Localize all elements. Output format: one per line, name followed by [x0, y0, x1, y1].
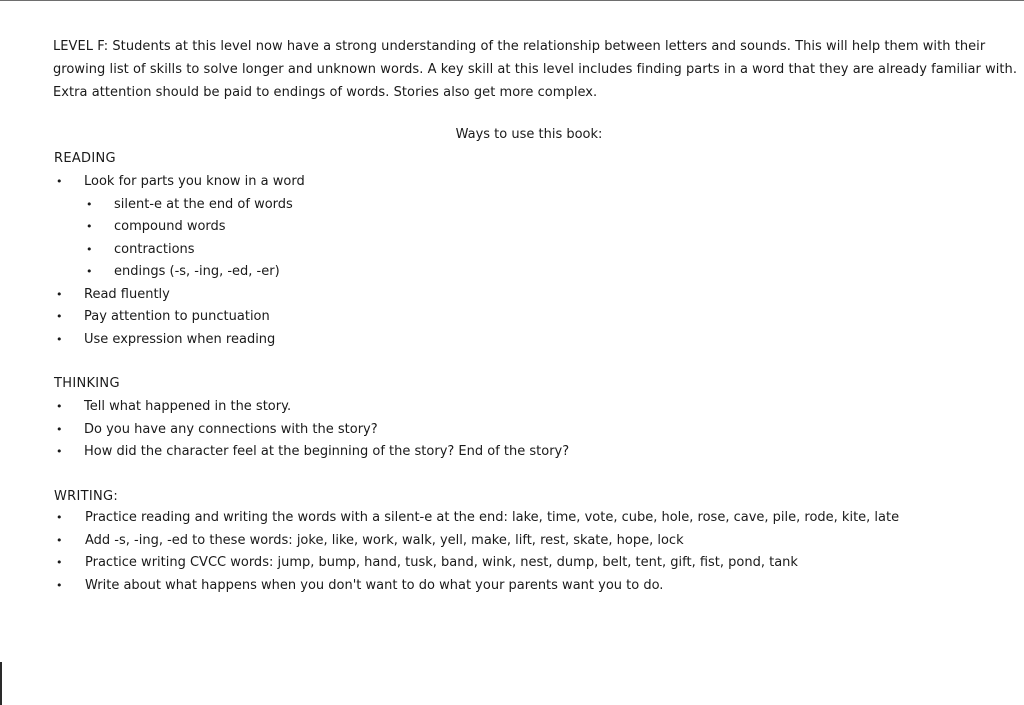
bullet-icon: • [56, 556, 63, 569]
bullet-icon: • [56, 400, 63, 413]
list-item-text: Use expression when reading [84, 331, 276, 347]
list-item [0, 261, 305, 284]
list-item [0, 284, 305, 307]
list-item-text: Tell what happened in the story. [84, 399, 292, 414]
list-item [0, 216, 305, 239]
bullet-icon: • [56, 310, 63, 323]
list-item-text: Do you have any connections with the story? [84, 421, 378, 437]
writing-list [0, 507, 899, 597]
list-item-text: Write about what happens when you don't want to do what your parents want you to do. [85, 577, 664, 593]
writing-heading: WRITING: [54, 489, 119, 504]
list-item-text: Read fluently [84, 286, 170, 302]
list-item [0, 575, 899, 598]
intro-line-1: LEVEL F: Students at this level now have a strong understanding of the relationship between letters and sounds. This will help them with their [53, 39, 986, 54]
list-item-text: Pay attention to punctuation [84, 309, 270, 324]
list-item-text: compound words [114, 219, 226, 234]
bullet-icon: • [56, 511, 63, 524]
bullet-icon: • [56, 533, 63, 547]
bullet-icon: • [86, 220, 93, 233]
bullet-icon: • [86, 265, 93, 278]
bullet-icon: • [86, 197, 93, 211]
list-item [0, 194, 305, 217]
ways-to-use-title: Ways to use this book: [455, 127, 603, 142]
list-item-text: Add -s, -ing, -ed to these words: joke, like, work, walk, yell, make, lift, rest, skate, hope, lock [85, 532, 684, 548]
intro-paragraph [53, 35, 1018, 104]
bullet-icon: • [56, 332, 63, 346]
list-item [0, 530, 899, 553]
list-item [0, 239, 305, 262]
list-item [0, 552, 899, 575]
bullet-icon: • [86, 242, 93, 256]
list-item-text: Look for parts you know in a word [84, 174, 305, 189]
list-item-text: endings (-s, -ing, -ed, -er) [114, 264, 280, 279]
intro-line-2: growing list of skills to solve longer and unknown words. A key skill at this level includes finding parts in a word that they are already familiar with. [53, 62, 1018, 77]
thinking-list [0, 396, 569, 464]
reading-list [0, 171, 305, 351]
reading-heading: READING [54, 151, 116, 166]
list-item [0, 441, 569, 464]
list-item [0, 306, 305, 329]
intro-line-3: Extra attention should be paid to endings of words. Stories also get more complex. [53, 85, 598, 100]
bullet-icon: • [56, 287, 63, 301]
list-item-text: Practice writing CVCC words: jump, bump, hand, tusk, band, wink, nest, dump, belt, tent, gift, fist, pond, tank [85, 555, 798, 570]
list-item [0, 396, 569, 419]
list-item-text: contractions [114, 241, 195, 257]
list-item-text: Practice reading and writing the words with a silent-e at the end: lake, time, vote, cube, hole, rose, cave, pile, rode, kite, late [85, 510, 900, 525]
left-edge-mark [0, 662, 2, 705]
thinking-heading: THINKING [54, 376, 120, 391]
list-item [0, 329, 305, 352]
bullet-icon: • [56, 175, 63, 188]
bullet-icon: • [56, 445, 63, 458]
list-item-text: silent-e at the end of words [114, 196, 293, 212]
bullet-icon: • [56, 578, 63, 592]
bullet-icon: • [56, 422, 63, 436]
list-item [0, 507, 899, 530]
list-item [0, 419, 569, 442]
list-item-text: How did the character feel at the beginning of the story? End of the story? [84, 444, 570, 459]
top-border-line [0, 0, 1024, 1]
list-item [0, 171, 305, 194]
